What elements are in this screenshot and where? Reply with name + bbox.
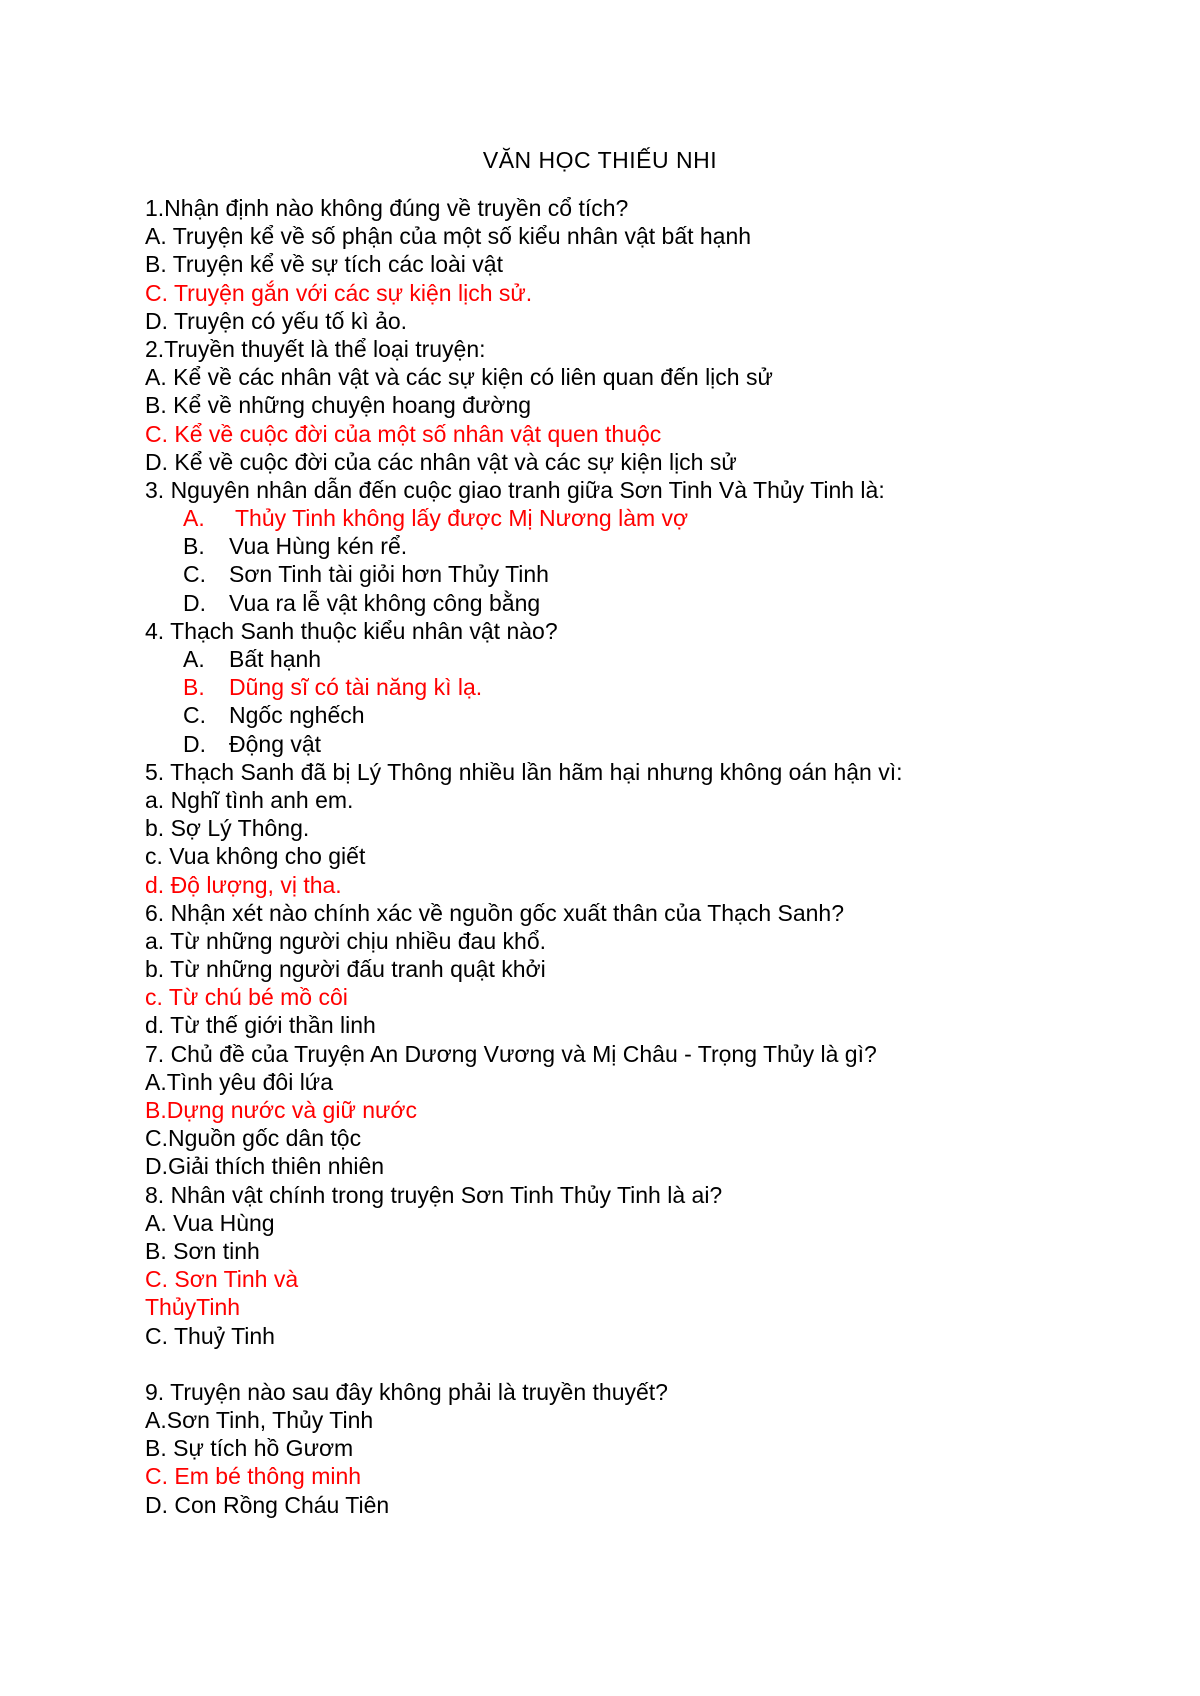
option-marker: A. [183, 646, 205, 672]
quiz-content [145, 194, 1105, 1519]
answer-line: C. Em bé thông minh [145, 1463, 362, 1490]
text-line: B. Sơn tinh [145, 1237, 260, 1264]
option-marker: D. [183, 730, 206, 757]
answer-line: c. Từ chú bé mồ côi [145, 984, 348, 1011]
text-line: D. Kể về cuộc đời của các nhân vật và các sự kiện lịch sử [145, 448, 737, 475]
document-title: VĂN HỌC THIẾU NHI [482, 147, 718, 173]
option-marker: A. [183, 505, 205, 532]
text-line: C.Nguồn gốc dân tộc [145, 1125, 362, 1152]
text-line: A.Sơn Tinh, Thủy Tinh [145, 1407, 374, 1434]
text-line: C. Thuỷ Tinh [145, 1322, 275, 1349]
text-line: a. Nghĩ tình anh em. [145, 786, 354, 813]
option-marker: C. [183, 702, 206, 729]
text-line: 9. Truyện nào sau đây không phải là truyền thuyết? [145, 1378, 668, 1405]
text-line: D. Truyện có yếu tố kì ảo. [145, 307, 408, 334]
text-line: a. Từ những người chịu nhiều đau khổ. [145, 927, 546, 954]
text-line [145, 532, 1105, 560]
option-text: Động vật [229, 730, 322, 757]
text-line: 5. Thạch Sanh đã bị Lý Thông nhiều lần hãm hại nhưng không oán hận vì: [145, 758, 903, 785]
option-marker: B. [183, 674, 205, 701]
text-line: 1.Nhận định nào không đúng về truyền cổ tích? [145, 195, 629, 221]
text-line: B. Sự tích hồ Gươm [145, 1435, 354, 1462]
option-text: Sơn Tinh tài giỏi hơn Thủy Tinh [229, 561, 549, 588]
answer-line: ThủyTinh [145, 1294, 241, 1321]
text-line [145, 560, 1105, 588]
text-line: A. Truyện kể về số phận của một số kiểu nhân vật bất hạnh [145, 223, 752, 250]
text-line: 7. Chủ đề của Truyện An Dương Vương và Mị Châu - Trọng Thủy là gì? [145, 1040, 877, 1067]
answer-line [145, 673, 1105, 701]
answer-line: C. Kể về cuộc đời của một số nhân vật quen thuộc [145, 420, 662, 447]
blank-line [145, 1350, 1105, 1378]
text-line: b. Sợ Lý Thông. [145, 815, 310, 842]
text-line [145, 589, 1105, 617]
text-line: b. Từ những người đấu tranh quật khởi [145, 956, 546, 983]
text-line: A.Tình yêu đôi lứa [145, 1068, 333, 1095]
option-text: Vua ra lễ vật không công bằng [229, 589, 541, 616]
text-line: c. Vua không cho giết [145, 843, 366, 870]
answer-line: C. Sơn Tinh và [145, 1266, 299, 1293]
option-marker: B. [183, 533, 205, 560]
text-line: 3. Nguyên nhân dẫn đến cuộc giao tranh giữa Sơn Tinh Và Thủy Tinh là: [145, 476, 885, 503]
answer-line: d. Độ lượng, vị tha. [145, 871, 342, 898]
text-line: 6. Nhận xét nào chính xác về nguồn gốc xuất thân của Thạch Sanh? [145, 899, 845, 926]
text-line: B. Truyện kể về sự tích các loài vật [145, 251, 503, 278]
answer-line: B.Dựng nước và giữ nước [145, 1097, 418, 1123]
text-line: D. Con Rồng Cháu Tiên [145, 1491, 390, 1518]
answer-line [145, 504, 1105, 532]
option-marker: C. [183, 561, 206, 588]
text-line: 2.Truyền thuyết là thể loại truyện: [145, 335, 486, 362]
text-line: D.Giải thích thiên nhiên [145, 1153, 385, 1180]
option-marker: D. [183, 589, 206, 616]
text-line [145, 730, 1105, 758]
text-line: 4. Thạch Sanh thuộc kiểu nhân vật nào? [145, 617, 558, 644]
answer-line: C. Truyện gắn với các sự kiện lịch sử. [145, 279, 533, 306]
text-line [145, 701, 1105, 729]
option-text: Thủy Tinh không lấy được Mị Nương làm vợ [229, 505, 689, 532]
option-text: Bất hạnh [229, 646, 322, 672]
option-text: Vua Hùng kén rể. [229, 533, 408, 560]
text-line: d. Từ thế giới thần linh [145, 1012, 376, 1039]
option-text: Dũng sĩ có tài năng kì lạ. [229, 674, 483, 701]
text-line: B. Kể về những chuyện hoang đường [145, 392, 532, 419]
text-line: 8. Nhân vật chính trong truyện Sơn Tinh Thủy Tinh là ai? [145, 1181, 723, 1208]
option-text: Ngốc nghếch [229, 702, 365, 729]
text-line: A. Vua Hùng [145, 1209, 275, 1236]
text-line [145, 645, 1105, 673]
text-line: A. Kể về các nhân vật và các sự kiện có liên quan đến lịch sử [145, 364, 773, 391]
